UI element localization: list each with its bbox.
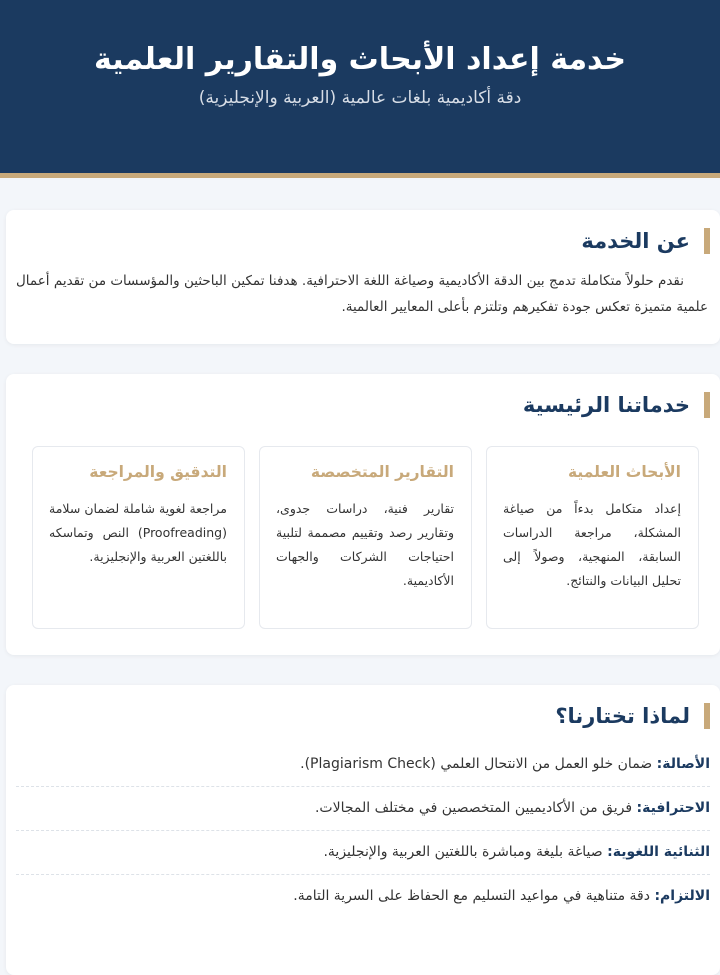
list-item [16, 787, 710, 831]
list-item-label: الأصالة: [656, 756, 710, 772]
services-grid [6, 446, 720, 629]
list-item-text: دقة متناهية في مواعيد التسليم مع الحفاظ على السرية التامة. [293, 888, 650, 904]
list-item-label: الالتزام: [654, 888, 710, 904]
list-item-label: الاحترافية: [636, 800, 710, 816]
service-card-research [486, 446, 699, 629]
about-section [6, 210, 720, 344]
service-card-text: تقارير فنية، دراسات جدوى، وتقارير رصد وتقييم مصممة لتلبية احتياجات الشركات والجهات الأكاديمية. [276, 501, 454, 588]
why-us-list [6, 729, 720, 918]
list-item [16, 831, 710, 875]
service-card-proofreading [32, 446, 245, 629]
list-item [16, 743, 710, 787]
services-title: خدماتنا الرئيسية [6, 392, 710, 418]
services-section [6, 374, 720, 655]
page-title: خدمة إعداد الأبحاث والتقارير العلمية [94, 42, 626, 77]
list-item-text: صياغة بليغة ومباشرة باللغتين العربية والإنجليزية. [323, 844, 603, 860]
why-us-section [6, 685, 720, 975]
service-card-reports [259, 446, 472, 629]
why-us-title: لماذا تختارنا؟ [6, 703, 710, 729]
service-card-text: مراجعة لغوية شاملة لضمان سلامة (Proofreading) النص وتماسكه باللغتين العربية والإنجليزية. [49, 501, 227, 564]
list-item-text: فريق من الأكاديميين المتخصصين في مختلف المجالات. [314, 800, 633, 816]
about-text: نقدم حلولاً متكاملة تدمج بين الدقة الأكاديمية وصياغة اللغة الاحترافية. هدفنا تمكين الباحثين والمؤسسات من تقديم أعمال علمية متميزة تعكس جودة تفكيرهم وتلتزم بأعلى المعايير العالمية. [16, 273, 708, 315]
service-card-text: إعداد متكامل بدءاً من صياغة المشكلة، مراجعة الدراسات السابقة، المنهجية، وصولاً إلى تحليل البيانات والنتائج. [503, 501, 681, 588]
service-card-title: التدقيق والمراجعة [89, 463, 227, 481]
page-subtitle: دقة أكاديمية بلغات عالمية (العربية والإنجليزية) [198, 88, 522, 108]
list-item [16, 875, 710, 918]
list-item-label: الثنائية اللغوية: [607, 844, 710, 860]
service-card-title: التقارير المتخصصة [310, 463, 454, 481]
service-card-title: الأبحاث العلمية [568, 463, 681, 481]
page-header [0, 0, 720, 178]
list-item-text: ضمان خلو العمل من الانتحال العلمي (Plagiarism Check). [300, 756, 653, 772]
about-title: عن الخدمة [6, 228, 710, 254]
